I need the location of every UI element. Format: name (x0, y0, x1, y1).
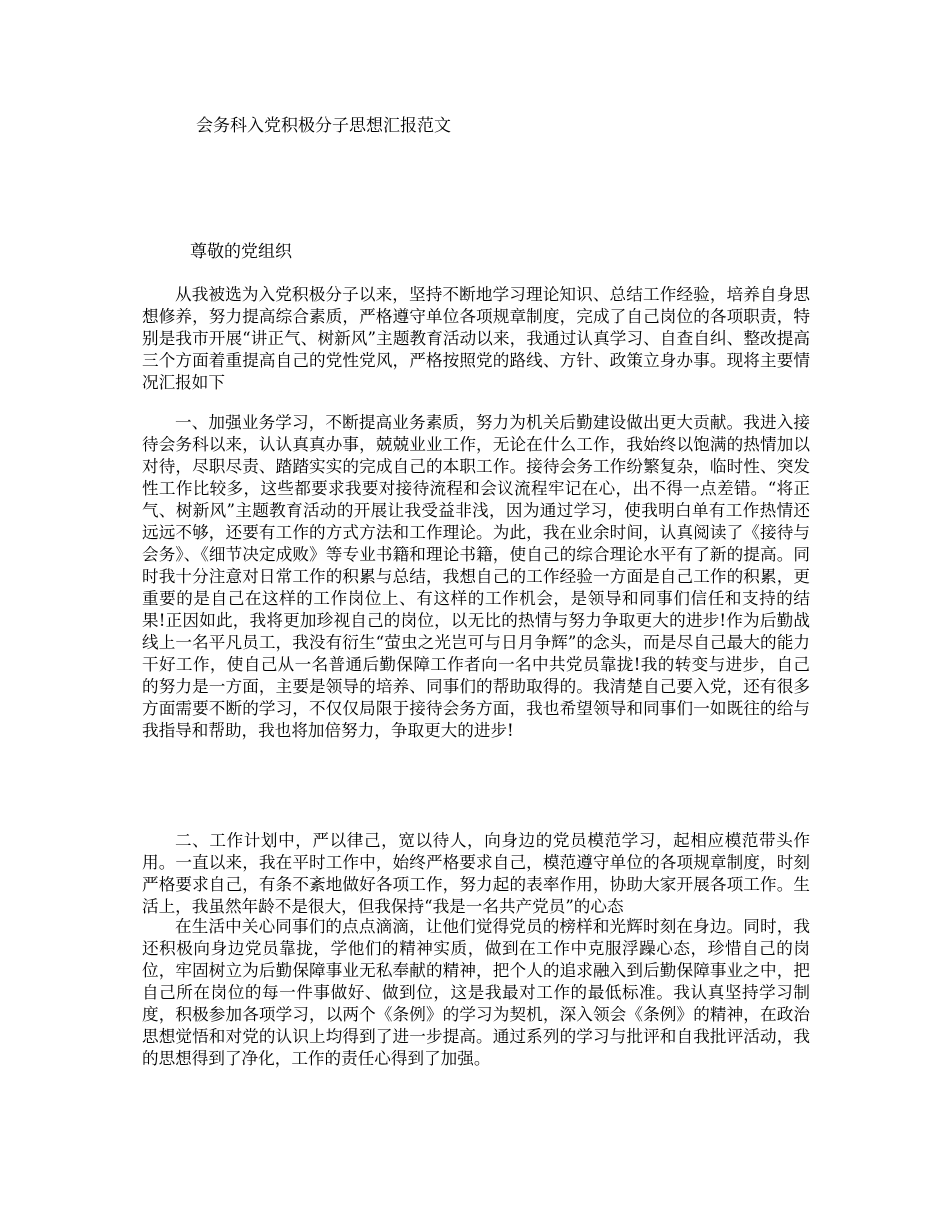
paragraph-business-study: 一、加强业务学习，不断提高业务素质，努力为机关后勤建设做出更大贡献。我进入接待会务科以来，认认真真办事，兢兢业业工作，无论在什么工作，我始终以饱满的热情加以对待，尽职尽责、踏踏实实的完成自己的本职工作。接待会务工作纷繁复杂，临时性、突发性工作比较多，这些都要求我要对接待流程和会议流程牢记在心，出不得一点差错。“将正气、树新风”主题教育活动的开展让我受益非浅，因为通过学习，使我明白单有工作热情还远远不够，还要有工作的方式方法和工作理论。为此，我在业余时间，认真阅读了《接待与会务》、《细节决定成败》等专业书籍和理论书籍，使自己的综合理论水平有了新的提高。同时我十分注意对日常工作的积累与总结，我想自己的工作经验一方面是自己工作的积累，更重要的是自己在这样的工作岗位上、有这样的工作机会，是领导和同事们信任和支持的结果!正因如此，我将更加珍视自己的岗位，以无比的热情与努力争取更大的进步!作为后勤战线上一名平凡员工，我没有衍生“萤虫之光岂可与日月争辉”的念头，而是尽自己最大的能力干好工作，使自己从一名普通后勤保障工作者向一名中共党员靠拢!我的转变与进步，自己的努力是一方面，主要是领导的培养、同事们的帮助取得的。我清楚自己要入党，还有很多方面需要不断的学习，不仅仅局限于接待会务方面，我也希望领导和同事们一如既往的给与我指导和帮助，我也将加倍努力，争取更大的进步! (142, 413, 810, 740)
paragraph-intro: 从我被选为入党积极分子以来，坚持不断地学习理论知识、总结工作经验，培养自身思想修养，努力提高综合素质，严格遵守单位各项规章制度，完成了自己岗位的各项职责，特别是我市开展“讲正气、树新风”主题教育活动以来，我通过认真学习、自查自纠、整改提高三个方面着重提高自己的党性党风，严格按照党的路线、方针、政策立身办事。现将主要情况汇报如下 (142, 285, 810, 392)
paragraph-daily-life: 在生活中关心同事们的点点滴滴，让他们觉得党员的榜样和光辉时刻在身边。同时，我还积极向身边党员靠拢，学他们的精神实质，做到在工作中克服浮躁心态，珍惜自己的岗位，牢固树立为后勤保障事业无私奉献的精神，把个人的追求融入到后勤保障事业之中，把自己所在岗位的每一件事做好、做到位，这是我最对工作的最低标准。我认真坚持学习制度，积极参加各项学习，以两个《条例》的学习为契机，深入领会《条例》的精神，在政治思想觉悟和对党的认识上均得到了进一步提高。通过系列的学习与批评和自我批评活动，我的思想得到了净化，工作的责任心得到了加强。 (142, 917, 810, 1068)
salutation: 尊敬的党组织 (190, 242, 292, 262)
paragraph-work-plan: 二、工作计划中，严以律己，宽以待人，向身边的党员模范学习，起相应模范带头作用。一直以来，我在平时工作中，始终严格要求自己，模范遵守单位的各项规章制度，时刻严格要求自己，有条不紊地做好各项工作，努力起的表率作用，协助大家开展各项工作。生活上，我虽然年龄不是很大，但我保持“我是一名共产党员”的心态 (142, 831, 810, 916)
document-title: 会务科入党积极分子思想汇报范文 (196, 116, 451, 136)
